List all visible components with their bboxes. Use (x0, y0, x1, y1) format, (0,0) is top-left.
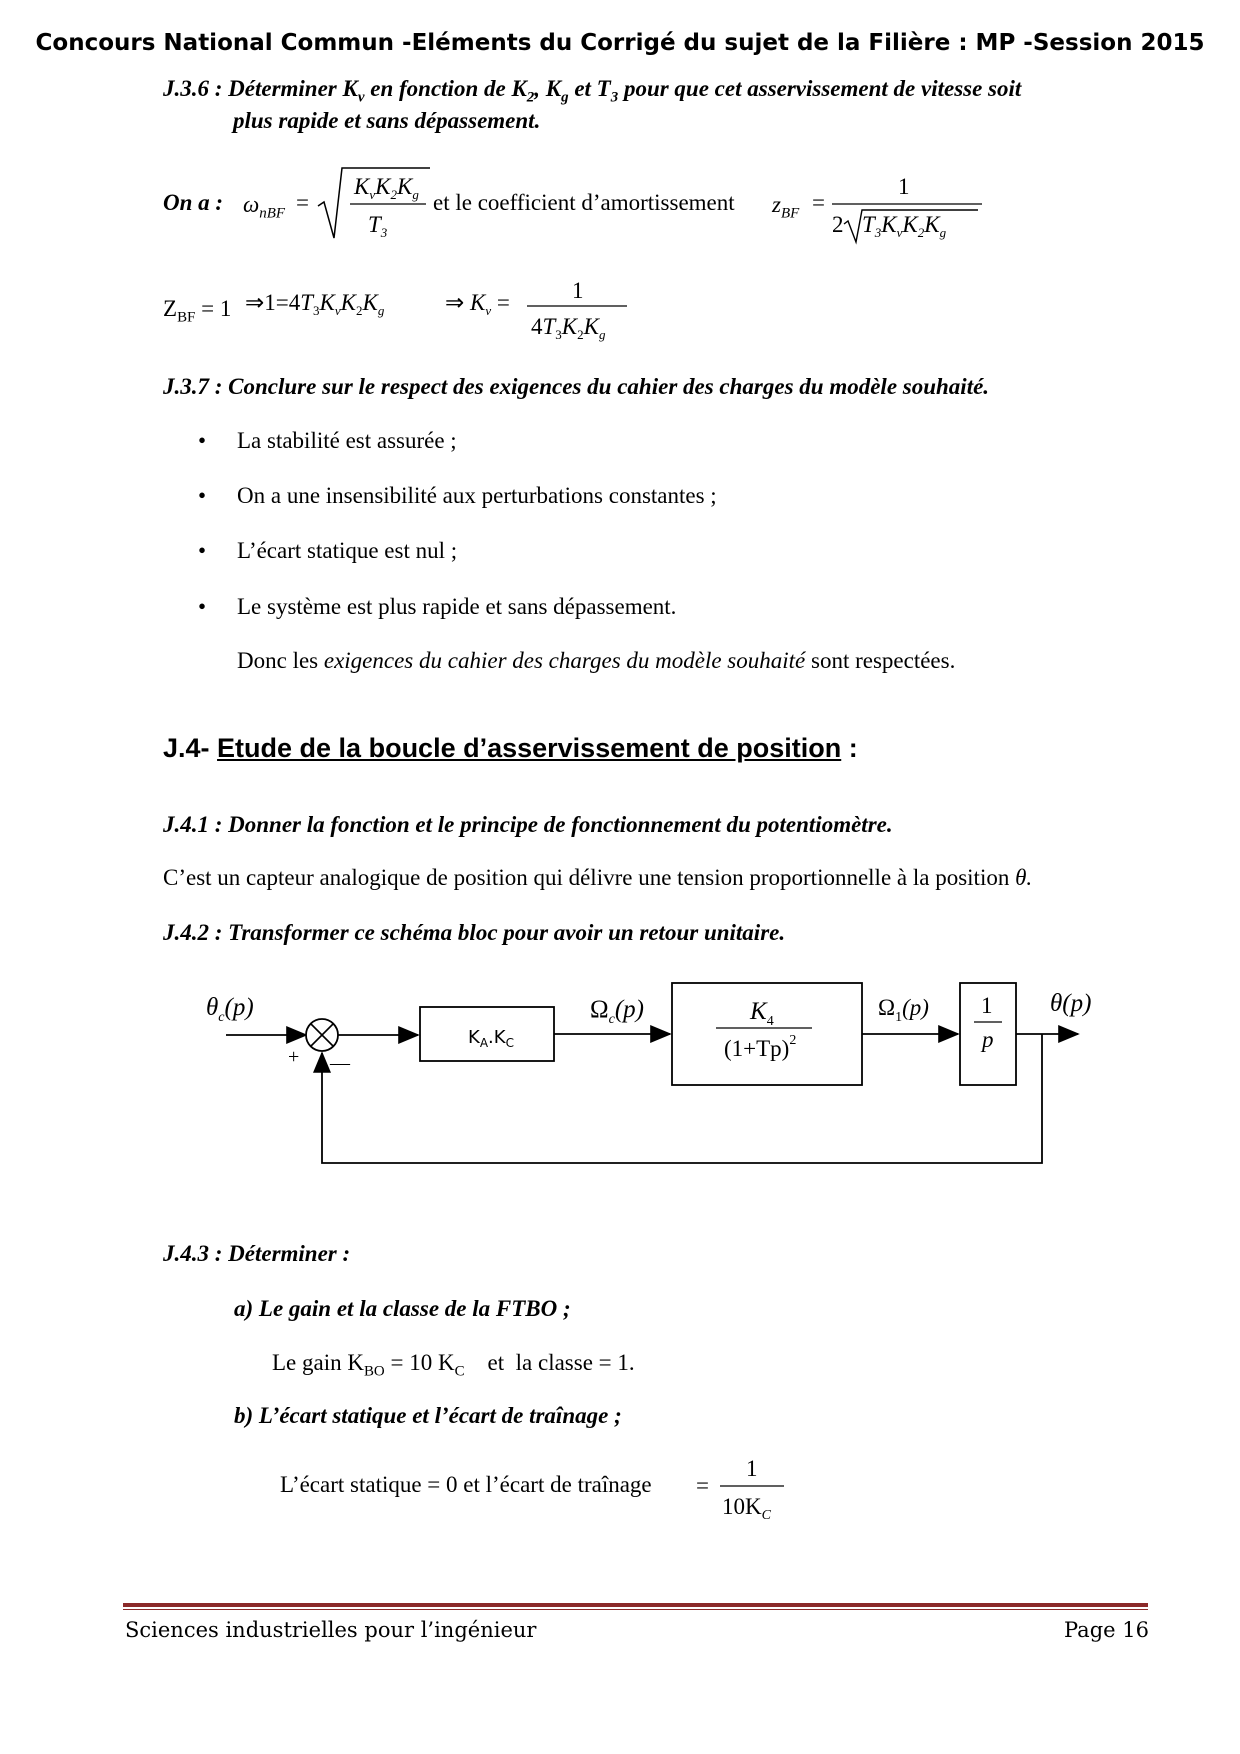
page-header: Concours National Commun -Eléments du Corrigé du sujet de la Filière : MP -Session 2015 (35, 30, 1205, 56)
minus-sign: — (330, 1052, 350, 1074)
sqrt-fraction-omega (316, 162, 432, 242)
question-j36: J.3.6 : Déterminer $K_v$ en fonction de $K_2$, $K_g$ et $T_3$ pour que cet asservissement de vitesse soit (163, 76, 1022, 106)
kv-derivation (245, 276, 635, 346)
conclusion: Donc les exigences du cahier des charges du modèle souhaité sont respectées. (237, 648, 956, 673)
svg-text:1: 1 (746, 1456, 758, 1481)
footer-rule-thin (123, 1609, 1148, 1610)
bullet-marker: • (198, 594, 207, 619)
question-j42: J.4.2 : Transformer ce schéma bloc pour avoir un retour unitaire. (163, 920, 786, 945)
trainage-fraction (718, 1454, 790, 1524)
omega-nbf: $\omega_{nBF}$ (243, 192, 285, 222)
question-j43-b: b) L’écart statique et l’écart de traînage ; (234, 1403, 622, 1428)
integrator-num: 1 (981, 993, 993, 1018)
zbf-equals-one: $Z_{BF} = 1$ (163, 296, 232, 326)
bullet-marker: • (198, 483, 207, 508)
svg-text:10KC: $10K_C$ (722, 1494, 771, 1523)
plus-sign: + (288, 1046, 300, 1068)
svg-text:1: 1 (572, 278, 584, 303)
svg-text:⇒1=4T3KvK2Kg: $\Rightarrow 1=4T_3K_vK_2K_g$ (245, 290, 385, 318)
coef-text: et le coefficient d’amortissement (433, 190, 735, 215)
block-diagram (200, 975, 1100, 1175)
answer-j43-b: L’écart statique = 0 et l’écart de traînage (280, 1472, 652, 1497)
answer-j43-a: Le gain $K_{BO} = 10$ $K_C$ et la classe = 1. (272, 1350, 635, 1380)
z-fraction (832, 170, 984, 250)
bullet-marker: • (198, 428, 207, 453)
bullet-item: On a une insensibilité aux perturbations constantes ; (237, 483, 717, 508)
z-bf: $z_{BF}$ (772, 192, 800, 222)
equals-sign-3: = (696, 1473, 709, 1498)
bullet-item: Le système est plus rapide et sans dépassement. (237, 594, 677, 619)
answer-j41: C’est un capteur analogique de position qui délivre une tension proportionnelle à la position θ. (163, 865, 1033, 890)
svg-text:T3: $T_3$ (368, 212, 388, 240)
block-k4-num: $K_4$ (750, 998, 774, 1029)
block-k4 (672, 983, 862, 1085)
block-k4-den: $(1+Tp)^2$ (724, 1033, 797, 1061)
output-label: θ(p) (1050, 990, 1092, 1017)
on-a-label: On a : (163, 190, 224, 215)
svg-text:4T3K2Kg: $4T_3K_2K_g$ (531, 314, 606, 342)
bullet-item: La stabilité est assurée ; (237, 428, 457, 453)
svg-text:1: 1 (898, 174, 910, 199)
svg-text:2: 2 (832, 212, 844, 237)
omega1-label: $\Omega_1(p)$ (878, 995, 929, 1025)
question-j37: J.3.7 : Conclure sur le respect des exigences du cahier des charges du modèle souhaité. (163, 374, 990, 399)
omega-c-label: $\Omega_c(p)$ (590, 996, 644, 1027)
question-j36-line2: plus rapide et sans dépassement. (233, 108, 541, 133)
block-ka-kc-label: $K_A.K_C$ (468, 1027, 514, 1050)
bullet-item: L’écart statique est nul ; (237, 538, 458, 563)
footer-rule-thick (123, 1603, 1148, 1607)
svg-text:⇒ Kv =: ⇒ $K_v$ = (445, 290, 510, 318)
equals-sign-2: = (812, 190, 825, 215)
bullet-marker: • (198, 538, 207, 563)
question-j41: J.4.1 : Donner la fonction et le principe de fonctionnement du potentiomètre. (163, 812, 893, 837)
input-label: $\theta_c(p)$ (206, 994, 254, 1025)
block-ka-kc (420, 1007, 554, 1061)
svg-text:KvK2Kg: $K_vK_2K_g$ (354, 174, 419, 202)
question-j43: J.4.3 : Déterminer : (163, 1241, 351, 1266)
footer-left: Sciences industrielles pour l’ingénieur (125, 1618, 537, 1642)
integrator-den: p (982, 1027, 994, 1052)
footer-page-number: Page 16 (1064, 1618, 1149, 1642)
section-heading-j4: J.4- Etude de la boucle d’asservissement de position : (163, 733, 858, 763)
question-j43-a: a) Le gain et la classe de la FTBO ; (234, 1296, 571, 1321)
equals-sign: = (296, 190, 309, 215)
svg-text:T3KvK2Kg: $T_3K_vK_2K_g$ (862, 212, 947, 240)
